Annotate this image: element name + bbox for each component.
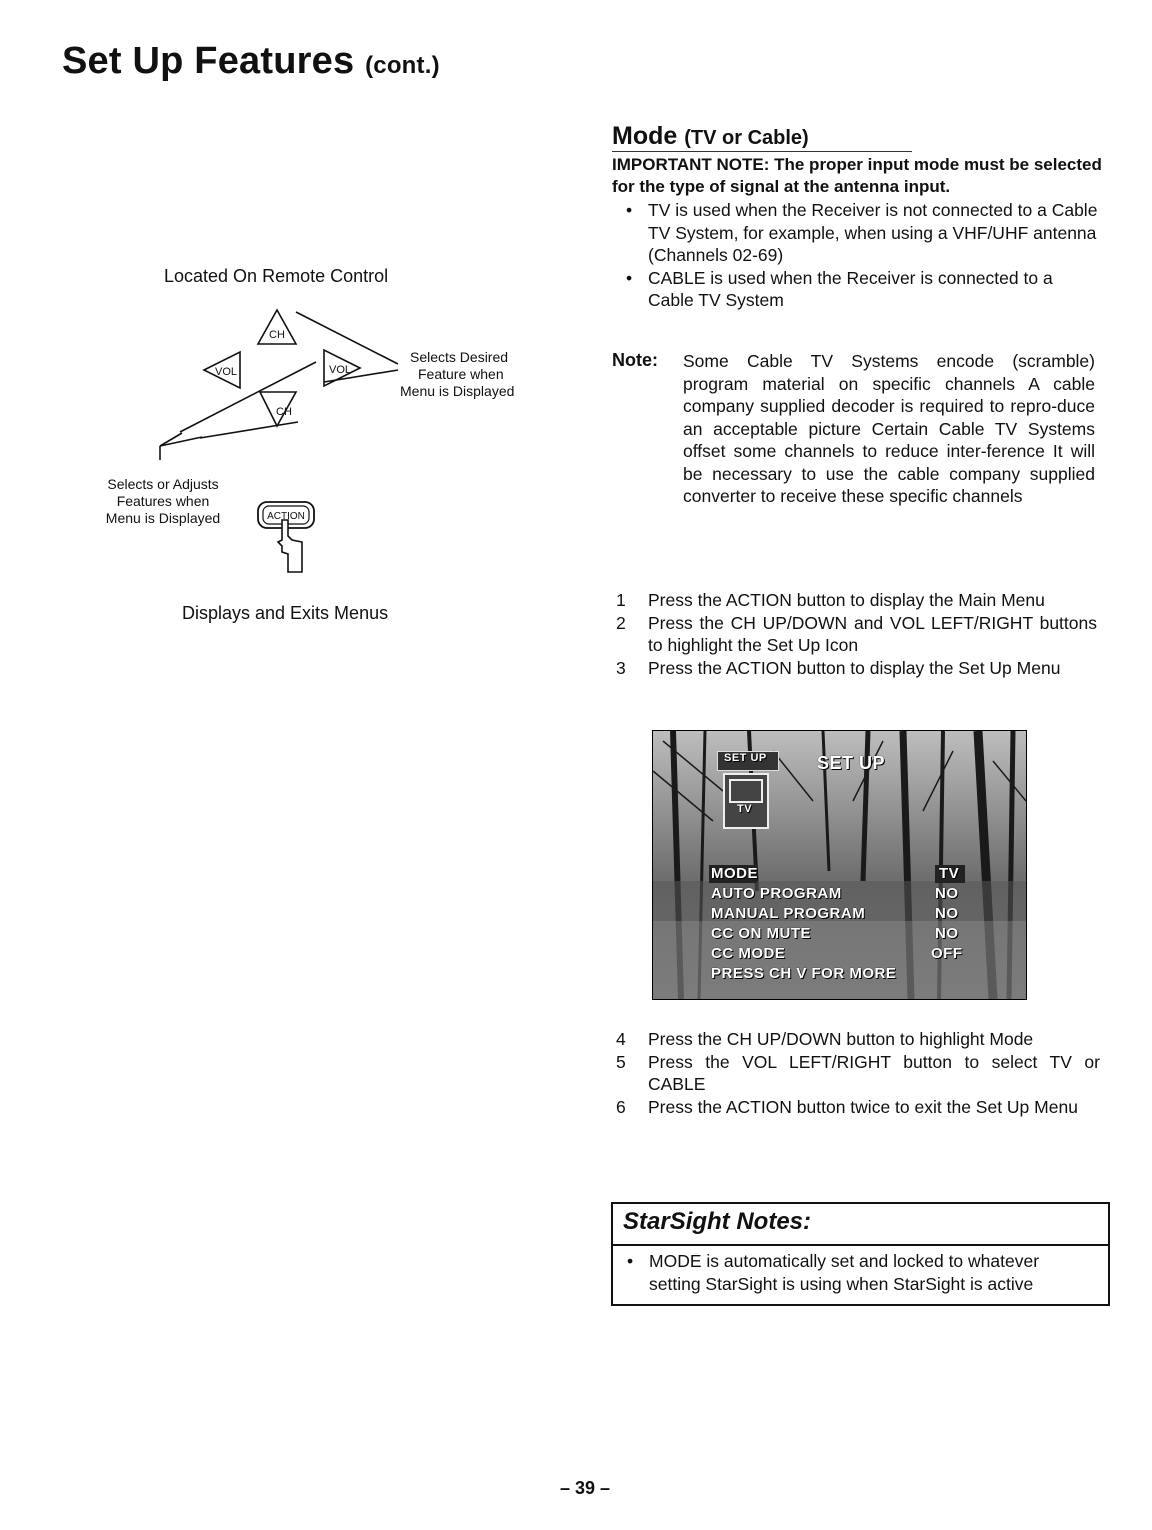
vol-left-label: VOL <box>214 366 238 378</box>
list-item: 5 Press the VOL LEFT/RIGHT button to select TV or CABLE <box>616 1051 1100 1094</box>
menu-label-cc-mode: CC MODE <box>711 945 786 962</box>
label-selects-adjusts: Selects or Adjusts Features when Menu is Displayed <box>105 476 221 526</box>
ch-up-label: CH <box>269 329 285 341</box>
starsight-divider <box>613 1244 1108 1246</box>
starsight-title: StarSight Notes: <box>623 1208 812 1235</box>
tv-icon: TV <box>723 773 769 829</box>
important-note: IMPORTANT NOTE: The proper input mode must be selected for the type of signal at the antenna input. <box>612 155 1102 196</box>
setup-tab: SET UP <box>717 751 779 771</box>
note-text: Some Cable TV Systems encode (scramble) program material on specific channels A cable company supplied decoder is required to repro-duce an acceptable picture Certain Cable TV Systems offset some channels to reduce inter-ference It will be necessary to use the cable company supplied converter to receive these specific channels <box>683 351 1095 506</box>
vol-right-label: VOL <box>328 364 352 376</box>
menu-value-manual-program: NO <box>935 905 959 922</box>
title-suffix: (cont.) <box>365 52 440 79</box>
starsight-notes-box <box>611 1202 1110 1306</box>
displays-caption: Displays and Exits Menus <box>182 603 389 623</box>
note-label: Note: <box>612 350 658 370</box>
list-item: 3 Press the ACTION button to display the Set Up Menu <box>616 657 1061 678</box>
location-caption: Located On Remote Control <box>164 266 389 286</box>
menu-value-cc-on-mute: NO <box>935 925 959 942</box>
page-title: Set Up Features (cont.) <box>62 40 440 82</box>
menu-label-mode: MODE <box>711 865 758 882</box>
menu-label-manual-program: MANUAL PROGRAM <box>711 905 866 922</box>
menu-label-cc-on-mute: CC ON MUTE <box>711 925 811 942</box>
list-item: 1 Press the ACTION button to display the Main Menu <box>616 590 1045 610</box>
setup-title: SET UP <box>817 753 886 773</box>
heading-rule <box>612 151 912 152</box>
action-button-diagram <box>252 496 322 576</box>
mode-heading: Mode (TV or Cable) <box>612 122 809 150</box>
list-item: • CABLE is used when the Receiver is connected to a Cable TV System <box>612 267 1102 312</box>
list-item: 4 Press the CH UP/DOWN button to highlight Mode <box>616 1029 1034 1049</box>
steps-list-a <box>612 589 1097 679</box>
list-item: 6 Press the ACTION button twice to exit the Set Up Menu <box>616 1096 1078 1117</box>
mode-bullets <box>612 199 1102 312</box>
menu-footer: PRESS CH V FOR MORE <box>711 965 897 982</box>
action-label: ACTION <box>267 511 305 522</box>
menu-value-auto-program: NO <box>935 885 959 902</box>
list-item: • TV is used when the Receiver is not connected to a Cable TV System, for example, when using a VHF/UHF antenna (Channels 02-69) <box>612 199 1102 267</box>
list-item: • MODE is automatically set and locked to whatever setting StarSight is using when StarSight is active <box>613 1250 1093 1295</box>
page-number: – 39 – <box>560 1478 611 1498</box>
label-selects-desired: Selects Desired Feature when Menu is Displayed <box>400 349 515 399</box>
menu-label-auto-program: AUTO PROGRAM <box>711 885 842 902</box>
tv-screen-image <box>652 730 1027 1000</box>
menu-value-cc-mode: OFF <box>931 945 963 962</box>
remote-diagram <box>140 300 400 480</box>
setup-menu <box>709 861 1019 981</box>
list-item: 2 Press the CH UP/DOWN and VOL LEFT/RIGHT buttons to highlight the Set Up Icon <box>616 612 1097 655</box>
menu-value-mode: TV <box>939 865 960 882</box>
starsight-bullets <box>613 1250 1093 1295</box>
ch-down-label: CH <box>276 406 292 418</box>
steps-list-b <box>612 1028 1100 1118</box>
